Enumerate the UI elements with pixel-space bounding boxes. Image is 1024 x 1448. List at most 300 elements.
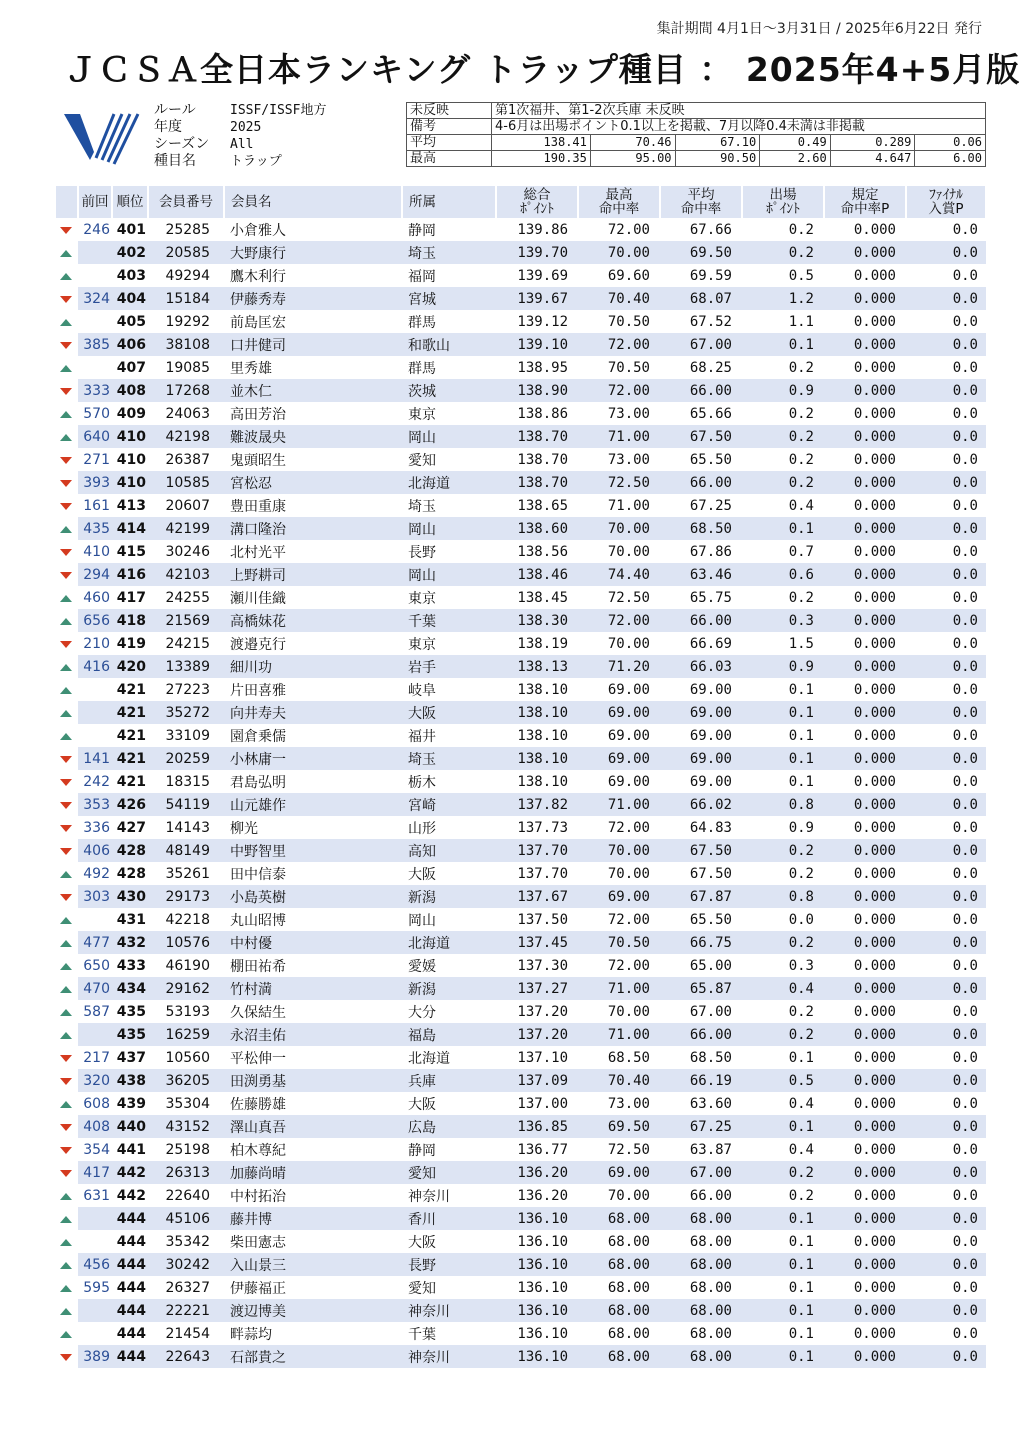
rank: 421: [116, 681, 146, 698]
final-points: 0.0: [952, 1279, 978, 1296]
up-triangle-icon: [60, 710, 72, 717]
avg-hit-rate: 64.83: [689, 819, 732, 836]
max-hit-rate: 72.00: [578, 609, 660, 632]
participation-points: 0.9: [788, 819, 814, 836]
prev-rank: 631: [83, 1187, 110, 1204]
prefecture: 神奈川: [408, 1188, 450, 1205]
prefecture: 神奈川: [402, 1345, 496, 1368]
final-points: 0.0: [952, 543, 978, 560]
down-triangle-icon: [60, 779, 72, 786]
participation-points: 0.2: [742, 839, 824, 862]
table-row: [56, 839, 986, 862]
trend-cell: [56, 402, 78, 425]
regulation-points: 0.000: [824, 793, 906, 816]
member-name: 佐藤勝雄: [230, 1096, 286, 1113]
table-row: [56, 931, 986, 954]
final-points: 0.0: [952, 1095, 978, 1112]
rank: 441: [116, 1141, 146, 1158]
prev-rank: 161: [83, 497, 110, 514]
member-number: 13389: [148, 655, 224, 678]
member-number: 20259: [148, 747, 224, 770]
total-points: 136.10: [496, 1299, 578, 1322]
trend-cell: [56, 1276, 78, 1299]
member-number: 20607: [165, 497, 210, 514]
member-name: 園倉乗儒: [230, 728, 286, 745]
final-points: 0.0: [906, 379, 986, 402]
participation-points: 0.2: [788, 405, 814, 422]
table-row: [56, 770, 986, 793]
max-hit-rate: 68.00: [578, 1345, 660, 1368]
trend-cell: [56, 816, 78, 839]
prev-rank: 470: [78, 977, 112, 1000]
participation-points: 0.1: [788, 681, 814, 698]
regulation-points: 0.000: [853, 497, 896, 514]
table-row: [56, 471, 986, 494]
prefecture: 香川: [402, 1207, 496, 1230]
prefecture: 山形: [408, 820, 436, 837]
member-number: 35342: [165, 1233, 210, 1250]
max-hit-rate: 70.00: [578, 517, 660, 540]
member-number: 21569: [148, 609, 224, 632]
final-points: 0.0: [952, 1233, 978, 1250]
member-name: 豊田重康: [230, 498, 286, 515]
regulation-points: 0.000: [824, 471, 906, 494]
prev-rank: 389: [78, 1345, 112, 1368]
member-name: 平松伸一: [230, 1050, 286, 1067]
trend-cell: [56, 655, 78, 678]
up-triangle-icon: [60, 1032, 72, 1039]
up-triangle-icon: [60, 871, 72, 878]
member-name: 上野耕司: [224, 563, 402, 586]
final-points: 0.0: [906, 1299, 986, 1322]
prefecture: 静岡: [408, 222, 436, 239]
max-hit-rate: 73.00: [607, 405, 650, 422]
avg-hit-rate: 67.00: [660, 1161, 742, 1184]
member-number: 43152: [148, 1115, 224, 1138]
table-row: [56, 678, 986, 701]
trend-cell: [56, 563, 78, 586]
trend-cell: [56, 632, 78, 655]
rank: 442: [116, 1187, 146, 1204]
participation-points: 0.1: [788, 1233, 814, 1250]
rank: 444: [116, 1233, 146, 1250]
avg-hit-rate: 68.00: [689, 1233, 732, 1250]
avg-hit-rate: 69.00: [689, 773, 732, 790]
member-name: 入山景三: [224, 1253, 402, 1276]
col-pref: 所属: [402, 186, 496, 218]
prefecture: 栃木: [408, 774, 436, 791]
total-points: 139.10: [496, 333, 578, 356]
table-row: [56, 908, 986, 931]
avg-hit-rate: 66.75: [660, 931, 742, 954]
participation-points: 0.1: [742, 747, 824, 770]
max-hit-rate: 69.60: [607, 267, 650, 284]
table-row: [56, 1161, 986, 1184]
prefecture: 高知: [402, 839, 496, 862]
prev-rank: [78, 1230, 112, 1253]
regulation-points: 0.000: [824, 885, 906, 908]
trend-cell: [56, 218, 78, 241]
max-hit-rate: 73.00: [607, 451, 650, 468]
meta-season: シーズン All: [154, 136, 254, 152]
participation-points: 0.2: [742, 1023, 824, 1046]
avg-hit-rate: 69.00: [689, 727, 732, 744]
total-points: 138.65: [517, 497, 568, 514]
trend-cell: [56, 908, 78, 931]
member-name: 伊藤福正: [230, 1280, 286, 1297]
participation-points: 0.2: [788, 1003, 814, 1020]
trend-cell: [56, 1207, 78, 1230]
jcsa-logo-icon: [60, 108, 140, 168]
participation-points: 0.1: [788, 727, 814, 744]
member-number: 29162: [148, 977, 224, 1000]
prefecture: 大阪: [408, 1234, 436, 1251]
trend-cell: [56, 241, 78, 264]
prev-rank: 410: [83, 543, 110, 560]
member-number: 42218: [165, 911, 210, 928]
up-triangle-icon: [60, 986, 72, 993]
table-row: [56, 448, 986, 471]
final-points: 0.0: [952, 957, 978, 974]
rank: 437: [116, 1049, 146, 1066]
total-points: 137.00: [517, 1095, 568, 1112]
final-points: 0.0: [906, 517, 986, 540]
member-number: 22221: [148, 1299, 224, 1322]
prefecture: 北海道: [402, 471, 496, 494]
prefecture: 埼玉: [402, 747, 496, 770]
participation-points: 0.1: [742, 333, 824, 356]
regulation-points: 0.000: [853, 819, 896, 836]
avg-hit-rate: 68.00: [660, 1299, 742, 1322]
regulation-points: 0.000: [824, 701, 906, 724]
avg-hit-rate: 66.00: [660, 609, 742, 632]
rank: 440: [112, 1115, 148, 1138]
total-points: 137.45: [496, 931, 578, 954]
member-name: 難波晟央: [224, 425, 402, 448]
final-points: 0.0: [906, 701, 986, 724]
regulation-points: 0.000: [824, 1299, 906, 1322]
down-triangle-icon: [60, 388, 72, 395]
final-points: 0.0: [906, 839, 986, 862]
up-triangle-icon: [60, 526, 72, 533]
rank: 410: [112, 471, 148, 494]
trend-cell: [56, 517, 78, 540]
table-row: [56, 1023, 986, 1046]
member-name: 渡邉克行: [230, 636, 286, 653]
max-hit-rate: 72.50: [578, 471, 660, 494]
max-hit-rate: 70.00: [607, 1003, 650, 1020]
member-number: 24255: [165, 589, 210, 606]
participation-points: 0.9: [742, 379, 824, 402]
participation-points: 0.2: [742, 425, 824, 448]
participation-points: 0.1: [788, 1325, 814, 1342]
member-number: 24215: [165, 635, 210, 652]
up-triangle-icon: [60, 940, 72, 947]
max-hit-rate: 69.00: [607, 681, 650, 698]
avg-hit-rate: 66.00: [689, 1187, 732, 1204]
avg-hit-rate: 68.00: [689, 1279, 732, 1296]
prev-rank: 210: [83, 635, 110, 652]
prefecture: 東京: [408, 590, 436, 607]
rank: 410: [116, 451, 146, 468]
member-number: 22643: [148, 1345, 224, 1368]
member-name: 鷹木利行: [230, 268, 286, 285]
final-points: 0.0: [952, 221, 978, 238]
regulation-points: 0.000: [853, 957, 896, 974]
member-number: 19085: [165, 359, 210, 376]
member-number: 10576: [148, 931, 224, 954]
final-points: 0.0: [952, 819, 978, 836]
final-points: 0.0: [906, 1069, 986, 1092]
table-row: [56, 379, 986, 402]
participation-points: 0.4: [788, 1095, 814, 1112]
regulation-points: 0.000: [853, 1003, 896, 1020]
avg-hit-rate: 68.25: [689, 359, 732, 376]
down-triangle-icon: [60, 549, 72, 556]
total-points: 138.10: [517, 681, 568, 698]
max-hit-rate: 69.00: [578, 885, 660, 908]
total-points: 139.67: [496, 287, 578, 310]
max-hit-rate: 72.00: [607, 911, 650, 928]
max-hit-rate: 71.00: [578, 1023, 660, 1046]
participation-points: 1.2: [742, 287, 824, 310]
regulation-points: 0.000: [853, 405, 896, 422]
total-points: 136.20: [517, 1187, 568, 1204]
max-hit-rate: 70.00: [607, 1187, 650, 1204]
rank: 417: [116, 589, 146, 606]
page-title: ＪＣＳＡ全日本ランキング トラップ種目 ： 2025年4+5月版: [64, 50, 1021, 89]
total-points: 139.70: [496, 241, 578, 264]
prev-rank: 460: [83, 589, 110, 606]
rank: 426: [112, 793, 148, 816]
down-triangle-icon: [60, 1170, 72, 1177]
trend-cell: [56, 678, 78, 701]
table-row: [56, 1115, 986, 1138]
table-row: [56, 264, 986, 287]
final-points: 0.0: [906, 793, 986, 816]
final-points: 0.0: [906, 609, 986, 632]
final-points: 0.0: [906, 287, 986, 310]
member-name: 渡辺博美: [224, 1299, 402, 1322]
col-participation: 出場 ﾎﾟｲﾝﾄ: [742, 186, 824, 218]
max-hit-rate: 68.00: [578, 1207, 660, 1230]
prev-rank: 385: [78, 333, 112, 356]
table-row: [56, 954, 986, 977]
avg-hit-rate: 66.00: [660, 1023, 742, 1046]
max-hit-rate: 69.50: [578, 1115, 660, 1138]
final-points: 0.0: [952, 681, 978, 698]
participation-points: 0.5: [788, 267, 814, 284]
col-total: 総合 ﾎﾟｲﾝﾄ: [496, 186, 578, 218]
rank: 419: [116, 635, 146, 652]
prev-rank: 595: [83, 1279, 110, 1296]
prefecture: 愛知: [408, 1280, 436, 1297]
member-number: 30246: [165, 543, 210, 560]
down-triangle-icon: [60, 572, 72, 579]
trend-cell: [56, 448, 78, 471]
col-final: ﾌｧｲﾅﾙ 入賞P: [906, 186, 986, 218]
table-row: [56, 862, 986, 885]
member-number: 24063: [165, 405, 210, 422]
member-name: 口井健司: [224, 333, 402, 356]
prev-rank: [78, 1322, 112, 1345]
final-points: 0.0: [906, 425, 986, 448]
prev-rank: 353: [78, 793, 112, 816]
final-points: 0.0: [952, 727, 978, 744]
max-hit-rate: 71.00: [607, 497, 650, 514]
member-number: 35304: [165, 1095, 210, 1112]
prev-rank: 303: [78, 885, 112, 908]
member-name: 加藤尚晴: [224, 1161, 402, 1184]
member-number: 18315: [165, 773, 210, 790]
prefecture: 兵庫: [402, 1069, 496, 1092]
regulation-points: 0.000: [824, 839, 906, 862]
avg-hit-rate: 67.50: [660, 839, 742, 862]
prev-rank: 608: [83, 1095, 110, 1112]
rank: 404: [112, 287, 148, 310]
trend-cell: [56, 1138, 78, 1161]
max-hit-rate: 69.00: [578, 747, 660, 770]
down-triangle-icon: [60, 894, 72, 901]
participation-points: 0.2: [788, 359, 814, 376]
member-name: 宮松忍: [224, 471, 402, 494]
prev-rank: [78, 264, 112, 287]
member-number: 19292: [165, 313, 210, 330]
prefecture: 新潟: [402, 885, 496, 908]
rank: 444: [112, 1299, 148, 1322]
table-row: [56, 885, 986, 908]
rank: 416: [112, 563, 148, 586]
member-number: 17268: [148, 379, 224, 402]
final-points: 0.0: [906, 1345, 986, 1368]
avg-hit-rate: 67.87: [660, 885, 742, 908]
final-points: 0.0: [952, 267, 978, 284]
meta-rule: ルール ISSF/ISSF地方: [154, 102, 327, 118]
total-points: 137.67: [496, 885, 578, 908]
total-points: 138.70: [496, 471, 578, 494]
avg-hit-rate: 68.00: [660, 1345, 742, 1368]
member-name: 山元雄作: [224, 793, 402, 816]
prev-rank: 416: [78, 655, 112, 678]
table-row: [56, 1253, 986, 1276]
prefecture: 茨城: [402, 379, 496, 402]
avg-hit-rate: 69.00: [689, 681, 732, 698]
prefecture: 宮城: [402, 287, 496, 310]
down-triangle-icon: [60, 825, 72, 832]
final-points: 0.0: [952, 1141, 978, 1158]
rank: 415: [116, 543, 146, 560]
max-hit-rate: 74.40: [578, 563, 660, 586]
prev-rank: 320: [78, 1069, 112, 1092]
member-name: 鬼頭昭生: [230, 452, 286, 469]
max-hit-rate: 71.00: [578, 425, 660, 448]
avg-hit-rate: 65.66: [689, 405, 732, 422]
max-hit-rate: 72.00: [578, 379, 660, 402]
trend-cell: [56, 1184, 78, 1207]
member-number: 20585: [148, 241, 224, 264]
ranking-header: [56, 186, 986, 218]
table-row: [56, 517, 986, 540]
up-triangle-icon: [60, 434, 72, 441]
avg-hit-rate: 67.50: [660, 425, 742, 448]
trend-cell: [56, 793, 78, 816]
max-hit-rate: 70.00: [578, 839, 660, 862]
up-triangle-icon: [60, 1308, 72, 1315]
participation-points: 0.4: [742, 977, 824, 1000]
col-arrow: [56, 186, 78, 218]
member-number: 45106: [148, 1207, 224, 1230]
prefecture: 群馬: [408, 360, 436, 377]
member-name: 棚田祐希: [230, 958, 286, 975]
trend-cell: [56, 862, 78, 885]
prev-rank: 656: [78, 609, 112, 632]
participation-points: 0.1: [742, 1115, 824, 1138]
total-points: 138.70: [496, 425, 578, 448]
rank: 428: [116, 865, 146, 882]
member-name: 畔蒜均: [230, 1326, 272, 1343]
participation-points: 0.1: [742, 517, 824, 540]
member-number: 36205: [148, 1069, 224, 1092]
prev-rank: 354: [83, 1141, 110, 1158]
up-triangle-icon: [60, 917, 72, 924]
member-name: 田中信泰: [230, 866, 286, 883]
prefecture: 北海道: [402, 931, 496, 954]
regulation-points: 0.000: [824, 333, 906, 356]
total-points: 138.30: [496, 609, 578, 632]
trend-cell: [56, 885, 78, 908]
total-points: 137.27: [496, 977, 578, 1000]
regulation-points: 0.000: [824, 379, 906, 402]
table-row: [56, 747, 986, 770]
total-points: 139.69: [517, 267, 568, 284]
final-points: 0.0: [952, 405, 978, 422]
final-points: 0.0: [906, 1023, 986, 1046]
member-name: 溝口隆治: [224, 517, 402, 540]
rank: 401: [116, 221, 146, 238]
total-points: 136.20: [496, 1161, 578, 1184]
col-member: 会員番号: [148, 186, 224, 218]
member-name: 丸山昭博: [230, 912, 286, 929]
final-points: 0.0: [952, 313, 978, 330]
participation-points: 0.1: [788, 1279, 814, 1296]
member-name: 中村拓治: [230, 1188, 286, 1205]
regulation-points: 0.000: [824, 1253, 906, 1276]
prev-rank: 324: [78, 287, 112, 310]
trend-cell: [56, 1023, 78, 1046]
regulation-points: 0.000: [824, 425, 906, 448]
participation-points: 0.1: [742, 1345, 824, 1368]
rank: 444: [112, 1207, 148, 1230]
rank: 421: [112, 701, 148, 724]
final-points: 0.0: [906, 471, 986, 494]
table-row: [56, 1138, 986, 1161]
up-triangle-icon: [60, 1262, 72, 1269]
max-hit-rate: 71.00: [578, 793, 660, 816]
final-points: 0.0: [906, 1207, 986, 1230]
regulation-points: 0.000: [824, 287, 906, 310]
prefecture: 岐阜: [408, 682, 436, 699]
table-row: [56, 1046, 986, 1069]
total-points: 138.10: [496, 701, 578, 724]
member-name: 柳光: [230, 820, 258, 837]
participation-points: 0.4: [788, 497, 814, 514]
avg-hit-rate: 66.19: [660, 1069, 742, 1092]
rank: 409: [116, 405, 146, 422]
rank: 421: [112, 747, 148, 770]
member-name: 中野智里: [224, 839, 402, 862]
max-hit-rate: 70.00: [607, 543, 650, 560]
avg-hit-rate: 65.00: [689, 957, 732, 974]
